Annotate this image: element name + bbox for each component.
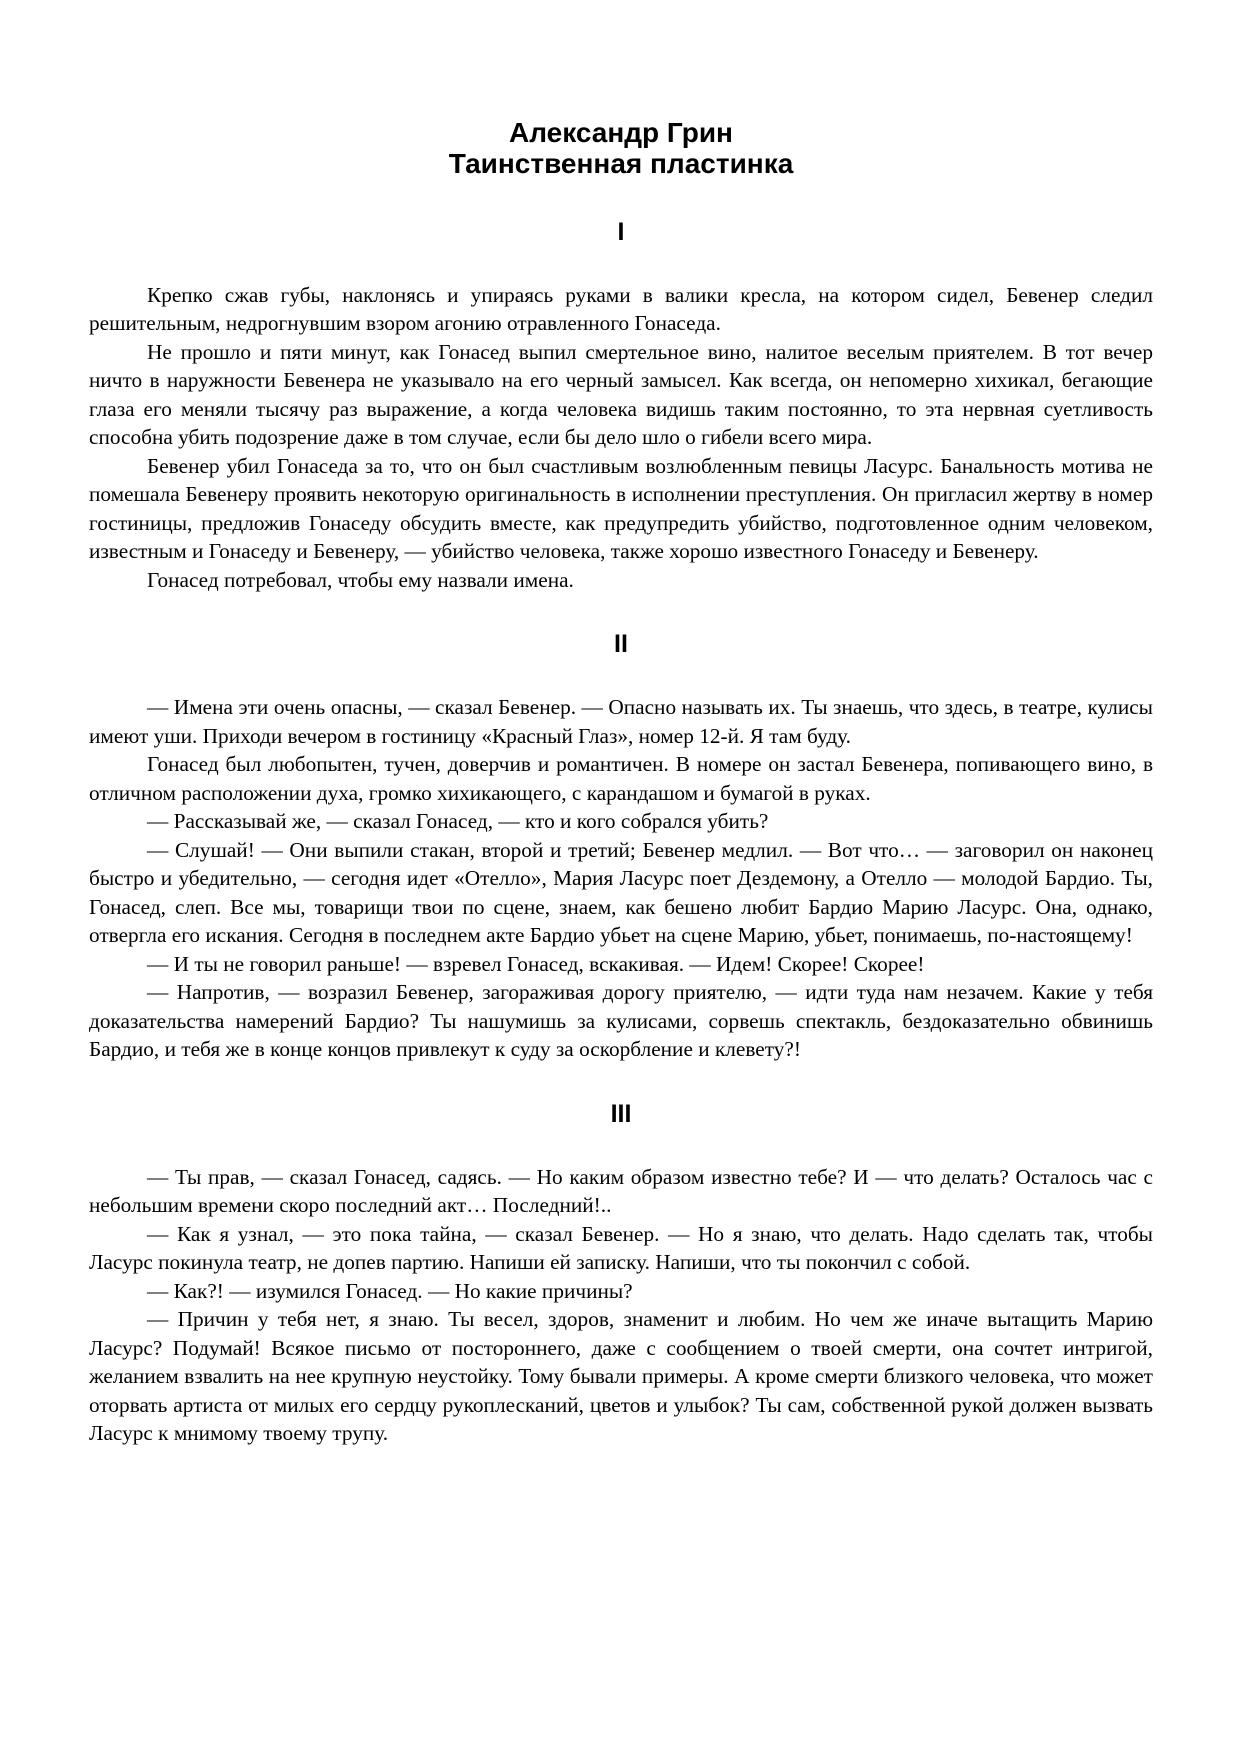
paragraph: — Рассказывай же, — сказал Гонасед, — кто и кого собрался убить? <box>147 809 769 834</box>
document-title: Таинственная пластинка <box>448 147 794 179</box>
paragraph: Не прошло и пяти минут, как Гонасед выпил смертельное вино, налитое веселым приятелем. В тот вечер ничто в наружности Бевенера не указывало на его черный замысел. Как всегда, он непомерно хихикал, бегающие глаза его меняли тысячу раз выражение, а когда человека видишь таким постоянно, то эта нервная суетливость способна убить подозрение даже в том случае, если бы дело шло о гибели всего мира. <box>89 339 1153 450</box>
paragraph: — Слушай! — Они выпили стакан, второй и третий; Бевенер медлил. — Вот что… — заговорил он наконец быстро и убедительно, — сегодня идет «Отелло», Мария Ласурс поет Дездемону, а Отелло — молодой Бардио. Ты, Гонасед, слеп. Все мы, товарищи твои по сцене, знаем, как бешено любит Бардио Марию Ласурс. Она, однако, отвергла его искания. Сегодня в последнем акте Бардио убьет на сцене Марию, убьет, понимаешь, по-настоящему! <box>89 837 1153 948</box>
chapter-heading: I <box>617 217 625 246</box>
author-name: Александр Грин <box>509 117 733 148</box>
paragraph: — Имена эти очень опасны, — сказал Бевенер. — Опасно называть их. Ты знаешь, что здесь, в театре, кулисы имеют уши. Приходи вечером в гостиницу «Красный Глаз», номер 12-й. Я там буду. <box>89 695 1153 748</box>
chapter-2 <box>89 632 1153 1064</box>
chapter-1 <box>89 217 1153 595</box>
paragraph: — Как я узнал, — это пока тайна, — сказал Бевенер. — Но я знаю, что делать. Надо сделать так, чтобы Ласурс покинула театр, не допев партию. Напиши ей записку. Напиши, что ты покончил с собой. <box>89 1221 1153 1275</box>
paragraph: — Напротив, — возразил Бевенер, загораживая дорогу приятелю, — идти туда нам незачем. Какие у тебя доказательства намерений Бардио? Ты нашумишь за кулисами, сорвешь спектакль, бездоказательно обвинишь Бардио, и тебя же в конце концов привлекут к суду за оскорбление и клевету?! <box>89 980 1153 1062</box>
paragraph: — Причин у тебя нет, я знаю. Ты весел, здоров, знаменит и любим. Но чем же иначе вытащить Марию Ласурс? Подумай! Всякое письмо от постороннего, даже с сообщением о твоей смерти, она сочтет интригой, желанием взвалить на нее крупную неустойку. Тому бывали примеры. А кроме смерти близкого человека, что может оторвать артиста от милых его сердцу рукоплесканий, цветов и улыбок? Ты сам, собственной рукой должен вызвать Ласурс к мнимому твоему трупу. <box>89 1307 1153 1446</box>
chapter-3 <box>89 1099 1153 1448</box>
paragraph: Крепко сжав губы, наклонясь и упираясь руками в валики кресла, на котором сидел, Бевенер следил решительным, недрогнувшим взором агонию отравленного Гонаседа. <box>89 282 1153 336</box>
chapter-heading: II <box>614 630 628 659</box>
document-page <box>89 118 1153 1448</box>
chapter-heading: III <box>610 1099 632 1128</box>
paragraph: — Ты прав, — сказал Гонасед, садясь. — Но каким образом известно тебе? И — что делать? Осталось час с небольшим времени скоро последний акт… Последний!.. <box>89 1164 1153 1218</box>
paragraph: Гонасед был любопытен, тучен, доверчив и романтичен. В номере он застал Бевенера, попивающего вино, в отличном расположении духа, громко хихикающего, с карандашом и бумагой в руках. <box>89 752 1153 805</box>
paragraph: Бевенер убил Гонаседа за то, что он был счастливым возлюбленным певицы Ласурс. Банальность мотива не помешала Бевенеру проявить некоторую оригинальность в исполнении преступления. Он пригласил жертву в номер гостиницы, предложив Гонаседу обсудить вместе, как предупредить убийство, подготовленное одним человеком, известным и Гонаседу и Бевенеру, — убийство человека, также хорошо известного Гонаседу и Бевенеру. <box>89 453 1153 564</box>
paragraph: — И ты не говорил раньше! — взревел Гонасед, вскакивая. — Идем! Скорее! Скорее! <box>147 951 925 976</box>
paragraph: Гонасед потребовал, чтобы ему назвали имена. <box>147 567 574 592</box>
paragraph: — Как?! — изумился Гонасед. — Но какие причины? <box>147 1278 633 1303</box>
document-header <box>89 118 1153 180</box>
